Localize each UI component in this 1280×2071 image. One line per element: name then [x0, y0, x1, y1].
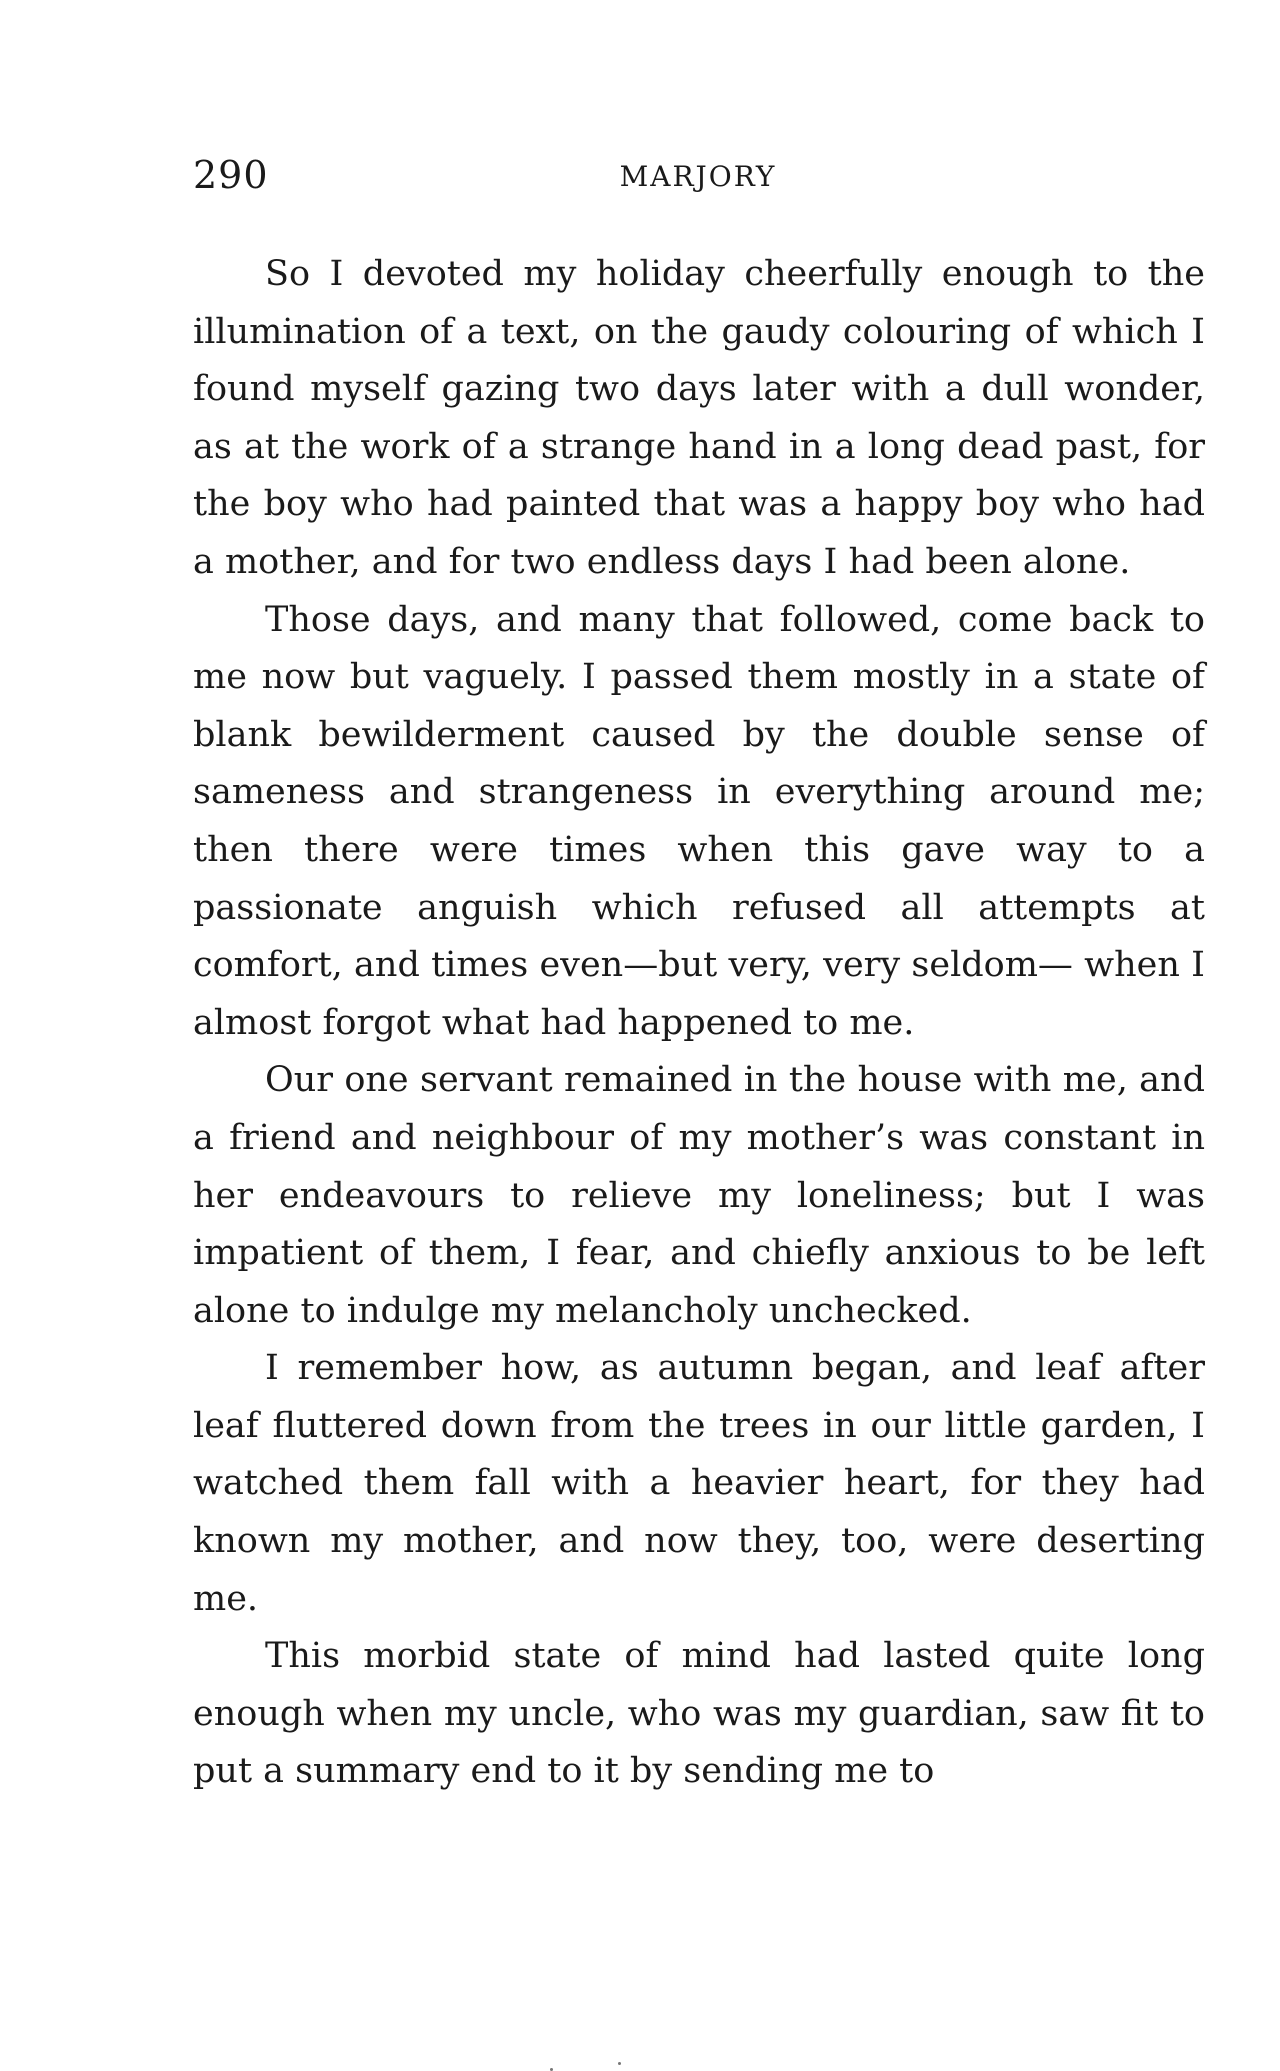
scan-speck — [618, 2062, 621, 2065]
paragraph-3: Our one servant remained in the house with me, and a friend and neighbour of my mother’s was constant in her endeavours to relieve my loneliness; but I was impatient of them, I fear, and chiefly anxious to be left alone to indulge my melancholy unchecked. — [193, 1060, 1205, 1331]
page-number: 290 — [193, 153, 269, 197]
body-text — [193, 246, 1205, 1801]
paragraph-5: This morbid state of mind had lasted quite long enough when my uncle, who was my guardian, saw fit to put a summary end to it by sending me to — [193, 1636, 1205, 1792]
running-head — [193, 150, 1203, 200]
paragraph-1: So I devoted my holiday cheerfully enough to the illumination of a text, on the gaudy colouring of which I found myself gazing two days later with a dull wonder, as at the work of a strange hand in a long dead past, for the boy who had painted that was a happy boy who had a mother, and for two endless days I had been alone. — [193, 254, 1205, 582]
running-title: MARJORY — [619, 160, 777, 193]
paragraph-2: Those days, and many that followed, come back to me now but vaguely. I passed them mostly in a state of blank bewilderment caused by the double sense of sameness and strangeness in everything around me; then there were times when this gave way to a passionate anguish which refused all attempts at comfort, and times even—but very, very seldom— when I almost forgot what had happened to me. — [193, 599, 1205, 1043]
paragraph-4: I remember how, as autumn began, and leaf after leaf fluttered down from the trees in our little garden, I watched them fall with a heavier heart, for they had known my mother, and now they, too, were deserting me. — [193, 1348, 1205, 1619]
